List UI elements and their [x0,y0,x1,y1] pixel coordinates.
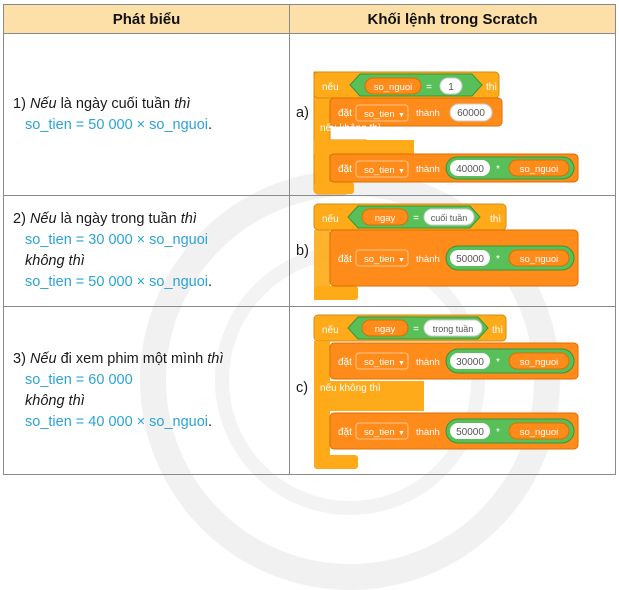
svg-text:đặt: đặt [338,254,352,265]
svg-text:*: * [496,357,500,368]
then-keyword: thì [492,325,504,336]
comparison-table [3,4,616,475]
blocks-cell-1 [290,34,616,196]
scratch-script-b [290,196,619,307]
statement-number: 1) [13,95,26,112]
if-keyword: nếu [322,325,339,336]
dropdown-arrow-icon: ▼ [398,112,405,119]
assignment-expression: so_tien = 40 000 × so_nguoi [25,413,209,430]
statement-1: 1) Nếu là ngày cuối tuần thì so_tien = 50 000 × so_nguoi. [4,34,290,196]
svg-text:=: = [413,324,419,335]
svg-text:so_tien: so_tien [364,427,395,438]
svg-text:1: 1 [448,82,454,93]
svg-text:thành: thành [416,108,440,119]
option-label: a) [296,105,309,121]
then-word: thì [174,95,191,112]
if-keyword: nếu [322,82,339,93]
svg-text:thành: thành [416,427,440,438]
else-word: không thì [25,392,85,409]
statement-number: 2) [13,211,26,227]
svg-text:so_tien: so_tien [364,109,395,120]
svg-text:60000: 60000 [457,108,485,119]
scratch-script-a [290,34,619,196]
dropdown-arrow-icon: ▼ [398,430,405,437]
svg-text:so_tien: so_tien [364,165,395,176]
svg-text:thành: thành [416,164,440,175]
blocks-cell-3 [290,307,616,475]
header-row [4,5,616,34]
assignment-expression: so_tien = 50 000 × so_nguoi [25,116,209,133]
svg-text:50000: 50000 [456,254,484,265]
option-label: c) [296,380,309,396]
option-label: b) [296,243,309,259]
svg-text:=: = [426,82,432,93]
svg-text:30000: 30000 [456,357,484,368]
if-keyword: nếu [322,214,339,225]
svg-text:so_tien: so_tien [364,254,395,265]
else-word: không thì [25,253,85,269]
svg-text:thành: thành [416,357,440,368]
svg-text:so_nguoi: so_nguoi [519,164,559,175]
if-word: Nếu [29,350,57,367]
dropdown-arrow-icon: ▼ [398,257,405,264]
scratch-script-c [290,307,619,475]
statement-3: 3) Nếu đi xem phim một mình thì so_tien = 60 000 không thì so_tien = 40 000 × so_nguoi. [4,307,290,475]
svg-text:=: = [413,213,419,224]
svg-text:cuối tuần: cuối tuần [430,213,468,223]
table-row [4,34,616,196]
svg-text:40000: 40000 [456,164,484,175]
svg-text:so_nguoi: so_nguoi [519,254,559,265]
svg-text:so_nguoi: so_nguoi [373,82,413,93]
statement-2: 2) Nếu là ngày trong tuần thì so_tien = 30 000 × so_nguoi không thì so_tien = 50 000 × so_nguoi. [4,196,290,307]
svg-text:so_nguoi: so_nguoi [519,357,559,368]
then-keyword: thì [490,214,502,225]
svg-text:đặt: đặt [338,357,352,368]
table-row [4,196,616,307]
dropdown-arrow-icon: ▼ [398,168,405,175]
svg-text:thành: thành [416,254,440,265]
then-keyword: thì [486,82,498,93]
then-word: thì [180,211,197,227]
dropdown-arrow-icon: ▼ [398,360,405,367]
svg-text:*: * [496,427,500,438]
svg-text:ngay: ngay [374,213,396,224]
svg-text:đặt: đặt [338,108,352,119]
svg-text:*: * [496,254,500,265]
svg-text:so_nguoi: so_nguoi [519,427,559,438]
then-word: thì [207,350,224,367]
statement-number: 3) [13,350,26,367]
assignment-expression: so_tien = 30 000 × so_nguoi [25,232,209,248]
header-blocks: Khối lệnh trong Scratch [290,5,616,34]
blocks-cell-2 [290,196,616,307]
svg-text:*: * [496,164,500,175]
if-word: Nếu [29,211,57,227]
header-statement: Phát biểu [4,5,290,34]
condition-text: là ngày cuối tuần [56,95,175,112]
svg-text:trong tuần: trong tuần [432,324,474,334]
svg-text:ngay: ngay [374,324,396,335]
if-word: Nếu [29,95,57,112]
svg-text:đặt: đặt [338,164,352,175]
assignment-expression: so_tien = 50 000 × so_nguoi [25,274,209,290]
svg-text:đặt: đặt [338,427,352,438]
assignment-expression: so_tien = 60 000 [25,371,133,388]
svg-text:50000: 50000 [456,427,484,438]
else-keyword: nếu không thì [320,383,381,394]
condition-text: là ngày trong tuần [56,211,181,227]
table-row [4,307,616,475]
else-keyword: nếu không thì [320,123,381,134]
condition-text: đi xem phim một mình [56,350,208,367]
svg-text:so_tien: so_tien [364,357,395,368]
